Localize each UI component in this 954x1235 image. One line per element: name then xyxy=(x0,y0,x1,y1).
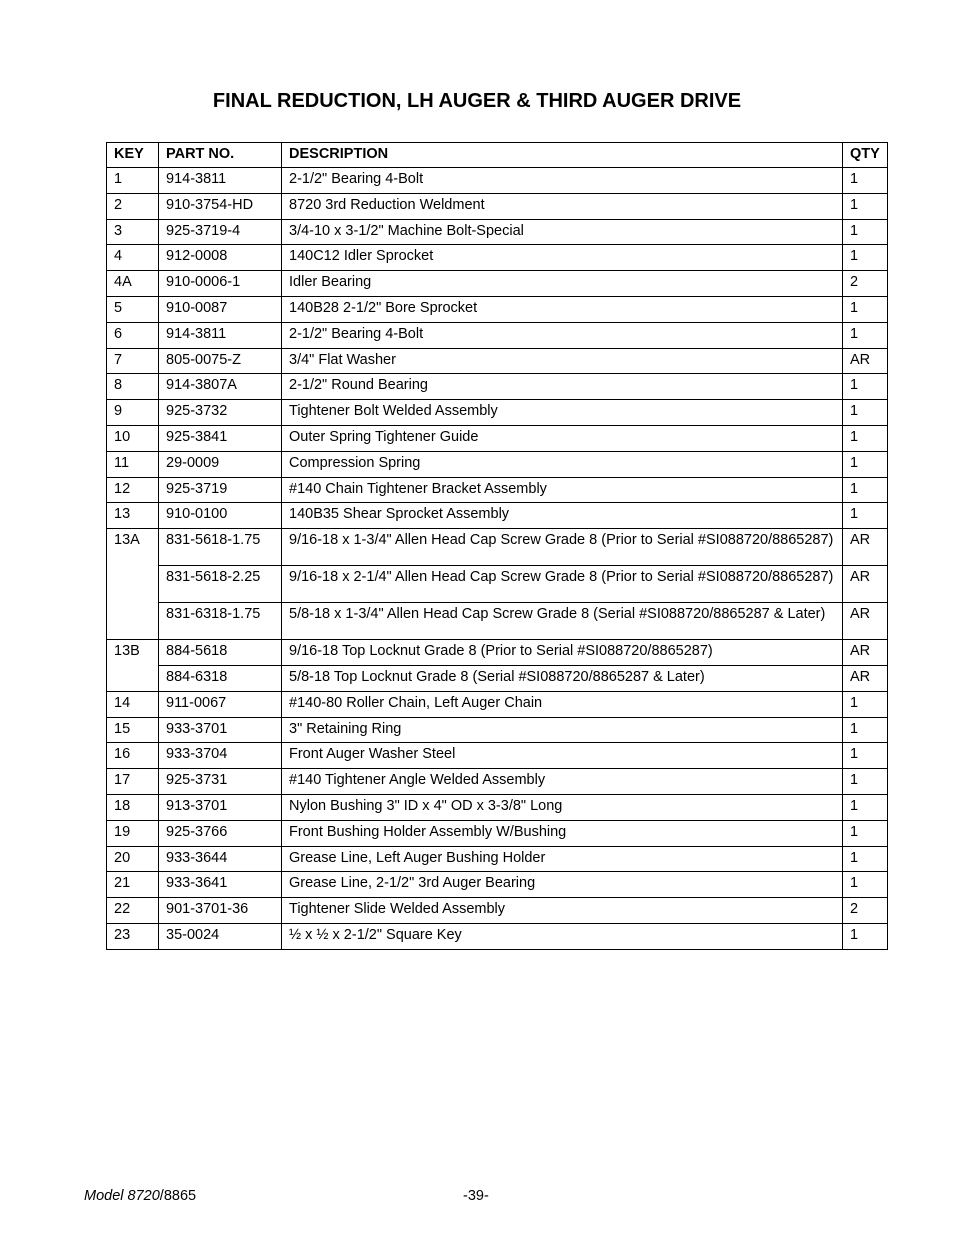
cell-qty: 1 xyxy=(843,400,888,426)
table-row xyxy=(107,219,888,245)
cell-part-no: 925-3719 xyxy=(159,477,282,503)
cell-part-no: 831-5618-1.75 xyxy=(159,529,282,566)
cell-description: Tightener Bolt Welded Assembly xyxy=(282,400,843,426)
cell-key: 23 xyxy=(107,923,159,949)
cell-description: 3/4-10 x 3-1/2" Machine Bolt-Special xyxy=(282,219,843,245)
table-row xyxy=(107,168,888,194)
cell-part-no: 831-6318-1.75 xyxy=(159,603,282,640)
cell-description: Grease Line, Left Auger Bushing Holder xyxy=(282,846,843,872)
cell-part-no: 933-3704 xyxy=(159,743,282,769)
cell-key: 15 xyxy=(107,717,159,743)
cell-qty: 1 xyxy=(843,322,888,348)
cell-part-no: 925-3731 xyxy=(159,769,282,795)
footer-page-number: -39- xyxy=(463,1188,489,1204)
cell-key: 6 xyxy=(107,322,159,348)
table-row xyxy=(107,503,888,529)
cell-qty: 1 xyxy=(843,769,888,795)
page-title: FINAL REDUCTION, LH AUGER & THIRD AUGER DRIVE xyxy=(212,90,742,112)
cell-key: 22 xyxy=(107,898,159,924)
footer-model-number: 8720 xyxy=(127,1188,160,1204)
footer-model xyxy=(84,1188,196,1204)
cell-description: #140-80 Roller Chain, Left Auger Chain xyxy=(282,691,843,717)
cell-description: Tightener Slide Welded Assembly xyxy=(282,898,843,924)
parts-table xyxy=(106,142,888,950)
cell-key: 5 xyxy=(107,296,159,322)
cell-description: Nylon Bushing 3" ID x 4" OD x 3-3/8" Long xyxy=(282,794,843,820)
cell-part-no: 831-5618-2.25 xyxy=(159,566,282,603)
table-row xyxy=(107,245,888,271)
cell-description: 140B35 Shear Sprocket Assembly xyxy=(282,503,843,529)
cell-part-no: 910-3754-HD xyxy=(159,193,282,219)
table-row xyxy=(107,872,888,898)
table-row xyxy=(107,193,888,219)
cell-key: 10 xyxy=(107,425,159,451)
cell-key: 3 xyxy=(107,219,159,245)
table-row xyxy=(107,529,888,566)
cell-key: 13A xyxy=(107,529,159,640)
table-row xyxy=(107,271,888,297)
cell-key: 1 xyxy=(107,168,159,194)
cell-part-no: 925-3732 xyxy=(159,400,282,426)
cell-qty: 1 xyxy=(843,477,888,503)
cell-qty: AR xyxy=(843,566,888,603)
cell-qty: 1 xyxy=(843,846,888,872)
header-qty: QTY xyxy=(843,143,888,168)
cell-part-no: 913-3701 xyxy=(159,794,282,820)
cell-key: 9 xyxy=(107,400,159,426)
cell-description: 9/16-18 x 2-1/4" Allen Head Cap Screw Grade 8 (Prior to Serial #SI088720/8865287) xyxy=(282,566,843,603)
table-row xyxy=(107,348,888,374)
cell-description: Idler Bearing xyxy=(282,271,843,297)
cell-description: 9/16-18 Top Locknut Grade 8 (Prior to Serial #SI088720/8865287) xyxy=(282,640,843,666)
table-row xyxy=(107,603,888,640)
cell-description: #140 Chain Tightener Bracket Assembly xyxy=(282,477,843,503)
cell-description: Compression Spring xyxy=(282,451,843,477)
cell-part-no: 884-5618 xyxy=(159,640,282,666)
cell-qty: 1 xyxy=(843,374,888,400)
table-row xyxy=(107,296,888,322)
cell-part-no: 910-0006-1 xyxy=(159,271,282,297)
cell-qty: AR xyxy=(843,529,888,566)
table-row xyxy=(107,640,888,666)
header-part-no: PART NO. xyxy=(159,143,282,168)
cell-part-no: 911-0067 xyxy=(159,691,282,717)
cell-part-no: 35-0024 xyxy=(159,923,282,949)
table-header-row xyxy=(107,143,888,168)
cell-qty: 1 xyxy=(843,451,888,477)
cell-key: 4 xyxy=(107,245,159,271)
cell-part-no: 925-3841 xyxy=(159,425,282,451)
cell-part-no: 933-3644 xyxy=(159,846,282,872)
cell-key: 4A xyxy=(107,271,159,297)
table-row xyxy=(107,898,888,924)
cell-description: 3/4" Flat Washer xyxy=(282,348,843,374)
cell-key: 2 xyxy=(107,193,159,219)
table-row xyxy=(107,566,888,603)
table-row xyxy=(107,477,888,503)
cell-qty: 1 xyxy=(843,743,888,769)
cell-description: Front Bushing Holder Assembly W/Bushing xyxy=(282,820,843,846)
cell-qty: 1 xyxy=(843,923,888,949)
table-row xyxy=(107,451,888,477)
header-description: DESCRIPTION xyxy=(282,143,843,168)
cell-description: 8720 3rd Reduction Weldment xyxy=(282,193,843,219)
table-row xyxy=(107,691,888,717)
cell-part-no: 910-0100 xyxy=(159,503,282,529)
cell-qty: 1 xyxy=(843,794,888,820)
cell-key: 16 xyxy=(107,743,159,769)
cell-qty: 1 xyxy=(843,425,888,451)
cell-description: 5/8-18 x 1-3/4" Allen Head Cap Screw Grade 8 (Serial #SI088720/8865287 & Later) xyxy=(282,603,843,640)
cell-description: 5/8-18 Top Locknut Grade 8 (Serial #SI088720/8865287 & Later) xyxy=(282,665,843,691)
table-row xyxy=(107,322,888,348)
cell-qty: 1 xyxy=(843,245,888,271)
cell-description: 2-1/2" Bearing 4-Bolt xyxy=(282,168,843,194)
cell-key: 13B xyxy=(107,640,159,692)
cell-part-no: 933-3641 xyxy=(159,872,282,898)
footer-model-prefix: Model xyxy=(84,1188,128,1204)
cell-qty: AR xyxy=(843,603,888,640)
cell-description: #140 Tightener Angle Welded Assembly xyxy=(282,769,843,795)
cell-description: ½ x ½ x 2-1/2" Square Key xyxy=(282,923,843,949)
table-row xyxy=(107,846,888,872)
cell-key: 7 xyxy=(107,348,159,374)
cell-qty: 1 xyxy=(843,219,888,245)
cell-qty: AR xyxy=(843,665,888,691)
cell-description: 140B28 2-1/2" Bore Sprocket xyxy=(282,296,843,322)
cell-key: 19 xyxy=(107,820,159,846)
cell-description: 3" Retaining Ring xyxy=(282,717,843,743)
cell-key: 14 xyxy=(107,691,159,717)
cell-part-no: 933-3701 xyxy=(159,717,282,743)
cell-key: 21 xyxy=(107,872,159,898)
cell-qty: 2 xyxy=(843,898,888,924)
cell-description: Front Auger Washer Steel xyxy=(282,743,843,769)
cell-part-no: 914-3807A xyxy=(159,374,282,400)
cell-part-no: 912-0008 xyxy=(159,245,282,271)
cell-qty: 1 xyxy=(843,691,888,717)
cell-part-no: 805-0075-Z xyxy=(159,348,282,374)
table-row xyxy=(107,794,888,820)
cell-part-no: 901-3701-36 xyxy=(159,898,282,924)
cell-qty: 2 xyxy=(843,271,888,297)
cell-part-no: 914-3811 xyxy=(159,168,282,194)
cell-description: 140C12 Idler Sprocket xyxy=(282,245,843,271)
cell-key: 13 xyxy=(107,503,159,529)
table-row xyxy=(107,374,888,400)
table-row xyxy=(107,665,888,691)
cell-qty: 1 xyxy=(843,168,888,194)
table-row xyxy=(107,717,888,743)
cell-part-no: 910-0087 xyxy=(159,296,282,322)
cell-qty: 1 xyxy=(843,872,888,898)
cell-part-no: 914-3811 xyxy=(159,322,282,348)
cell-key: 11 xyxy=(107,451,159,477)
cell-qty: 1 xyxy=(843,193,888,219)
cell-part-no: 884-6318 xyxy=(159,665,282,691)
cell-description: 2-1/2" Round Bearing xyxy=(282,374,843,400)
cell-qty: 1 xyxy=(843,296,888,322)
cell-qty: 1 xyxy=(843,717,888,743)
table-row xyxy=(107,743,888,769)
cell-key: 8 xyxy=(107,374,159,400)
table-body xyxy=(107,168,888,950)
cell-qty: 1 xyxy=(843,820,888,846)
footer-model-suffix: /8865 xyxy=(159,1188,197,1204)
cell-key: 18 xyxy=(107,794,159,820)
table-row xyxy=(107,923,888,949)
cell-description: 9/16-18 x 1-3/4" Allen Head Cap Screw Grade 8 (Prior to Serial #SI088720/8865287) xyxy=(282,529,843,566)
cell-part-no: 925-3766 xyxy=(159,820,282,846)
header-key: KEY xyxy=(107,143,159,168)
cell-key: 12 xyxy=(107,477,159,503)
cell-part-no: 925-3719-4 xyxy=(159,219,282,245)
table-row xyxy=(107,820,888,846)
cell-key: 20 xyxy=(107,846,159,872)
cell-part-no: 29-0009 xyxy=(159,451,282,477)
table-row xyxy=(107,769,888,795)
table-row xyxy=(107,425,888,451)
cell-description: Grease Line, 2-1/2" 3rd Auger Bearing xyxy=(282,872,843,898)
cell-qty: AR xyxy=(843,640,888,666)
cell-description: 2-1/2" Bearing 4-Bolt xyxy=(282,322,843,348)
cell-key: 17 xyxy=(107,769,159,795)
cell-description: Outer Spring Tightener Guide xyxy=(282,425,843,451)
cell-qty: 1 xyxy=(843,503,888,529)
cell-qty: AR xyxy=(843,348,888,374)
table-row xyxy=(107,400,888,426)
